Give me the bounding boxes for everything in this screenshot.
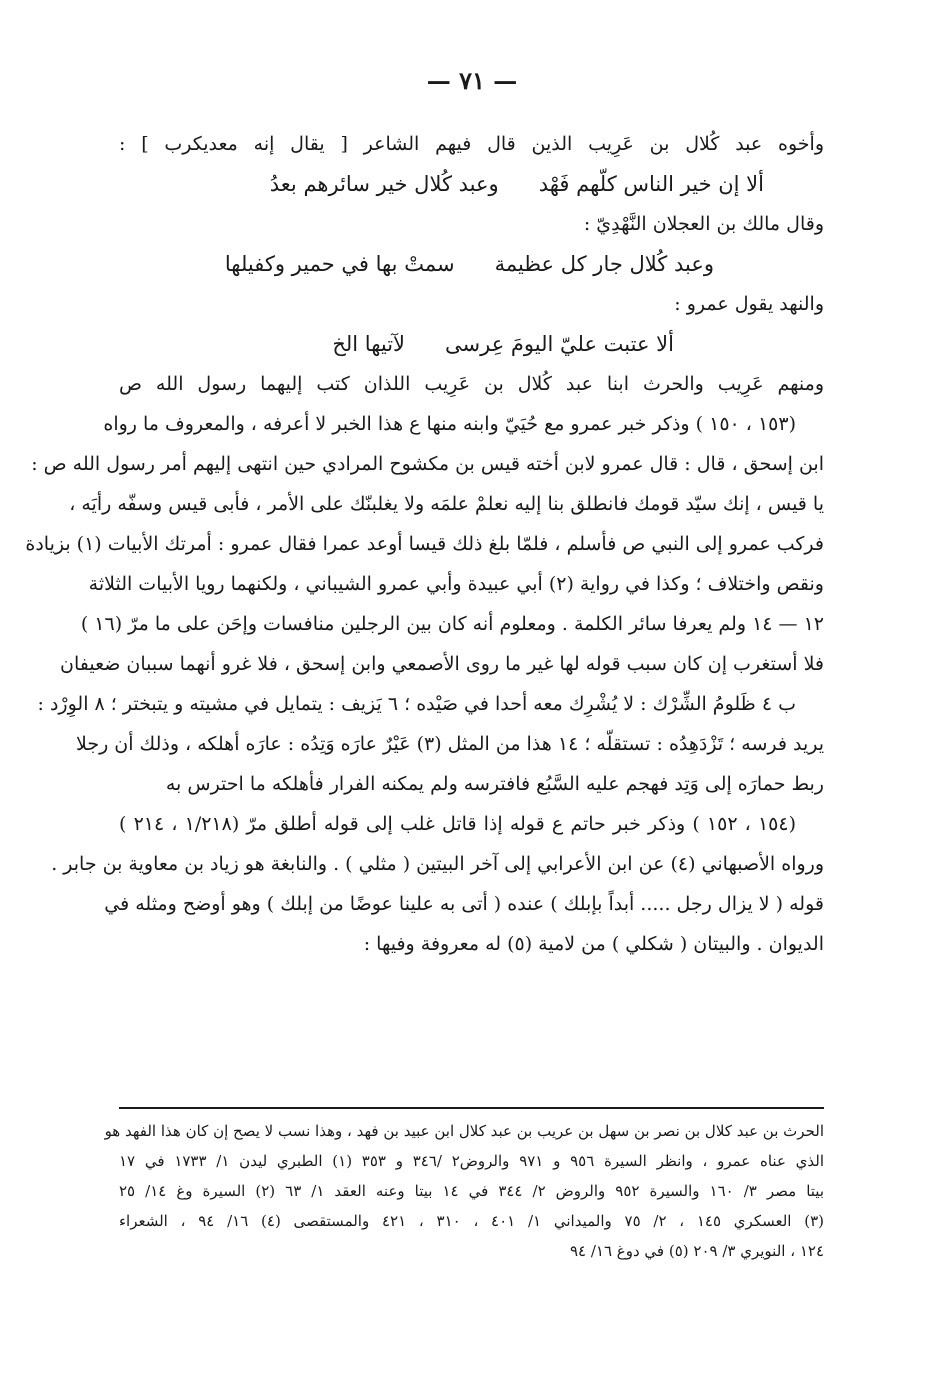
footnote-line: الذي عناه عمرو ، وانظر السيرة ٩٥٦ و ٩٧١ والروض٢ /٣٤٦ و ٣٥٣ (١) الطبري ليدن ١/ ١٧٣٣ في ١٧ [119,1152,825,1170]
text-line: يريد فرسه ؛ تَزْدَهِدُه : تستقلّه ؛ ١٤ هذا من المثل (٣) عَيْرٌ عارَه وَتِدُه : عارَه أهلكه ، وذلك أن رجلا [75,733,824,755]
footnote-line: الحرث بن عبد كلال بن نصر بن سهل بن عريب بن عبد كلال ابن عبيد بن فهد ، وهذا نسب لا يصح إن كان هذا الفهد هو [104,1122,824,1140]
verse-hemistich: ألا إن خير الناس كلّهم فَهْد [538,172,764,196]
main-text [25,124,824,964]
verse-hemistich: وعبد كُلال خير سائرهم بعدُ [269,172,499,196]
text-line: وقال مالك بن العجلان النَّهْدِيّ : [583,213,824,235]
text-line: ابن إسحق ، قال : قال عمرو لابن أخته قيس بن مكشوح المرادي حين انتهى إليهم أمر رسول الله ص : [31,453,824,475]
text-line: يا قيس ، إنك سيّد قومك فانطلق بنا إليه نعلمْ علمَه ولا يغلبنّك على الأمر ، فأبى قيس وسفّه رأيَه ، [69,493,824,515]
verse-hemistich: وعبد كُلال جار كل عظيمة [494,252,714,276]
text-line: ونقص واختلاف ؛ وكذا في رواية (٢) أبي عبيدة وأبي عمرو الشيباني ، ولكنهما رويا الأبيات الثلاثة [88,573,824,595]
poetry-verse [119,244,824,284]
text-line: قوله ( لا يزال رجل ..... أبداً بإبلك ) عنده ( أتى به علينا عوضًا من إبلك ) وهو أوضح ومثله في [104,893,824,915]
text-line: ربط حمارَه إلى وَتِد فهجم عليه السَّبُع فافترسه ولم يمكنه الفرار فأهلكه ما احترس به [165,773,824,795]
footnote-line: ١٢٤ ، النويري ٣/ ٢٠٩ (٥) في دوغ ١٦/ ٩٤ [569,1242,824,1260]
text-line: فلا أستغرب إن كان سبب قوله لها غير ما روى الأصمعي وابن إسحق ، فلا غرو أنهما سببان ضعيفان [60,653,824,675]
footnote-separator [119,1107,824,1109]
verse-hemistich: ألا عتبت عليّ اليومَ عِرسى [445,332,674,356]
footnote-line: بيتا مصر ٣/ ١٦٠ والسيرة ٩٥٢ والروض ٢/ ٣٤٤ في ١٤ بيتا وعنه العقد ١/ ٦٣ (٢) السيرة وغ ١٤/ ٢٥ [119,1182,824,1200]
text-line: فركب عمرو إلى النبي ص فأسلم ، فلمّا بلغ ذلك قيسا أوعد عمرا فقال عمرو : أمرتك الأبيات (١) بزيادة [25,533,824,555]
poetry-verse [119,324,824,364]
text-line: والنهد يقول عمرو : [674,293,824,315]
page-number: — ٧١ — [426,66,518,95]
verse-hemistich: سمتْ بها في حمير وكفيلها [224,252,455,276]
poetry-verse [119,164,824,204]
text-line: وأخوه عبد كُلال بن عَرِيب الذين قال فيهم الشاعر [ يقال إنه معديكرب ] : [119,133,824,155]
text-line: (١٥٣ ، ١٥٠ ) وذكر خبر عمرو مع حُيَيّ وابنه منها ع هذا الخبر لا أعرفه ، والمعروف ما رواه [103,413,796,435]
verse-hemistich: لآتيها الخ [332,332,406,356]
text-line: الديوان . والبيتان ( شكلي ) من لامية (٥) له معروفة وفيها : [363,933,824,955]
text-line: ومنهم عَرِيب والحرث ابنا عبد كُلال بن عَرِيب اللذان كتب إليهما رسول الله ص [119,373,824,395]
text-line: (١٥٤ ، ١٥٢ ) وذكر خبر حاتم ع قوله إذا قاتل غلب إلى قوله أطلق مرّ (١/٢١٨ ، ٢١٤ ) [119,813,796,835]
footnote-line: (٣) العسكري ١٤٥ ، ٢/ ٧٥ والميداني ١/ ٤٠١ ، ٣١٠ ، ٤٢١ والمستقصى (٤) ١٦/ ٩٤ ، الشعراء [119,1212,824,1230]
text-line: ب ٤ ظَلومُ الشِّرْك : لا يُشْرِك معه أحدا في صَيْده ؛ ٦ يَزيف : يتمايل في مشيته و يتبختر ؛ ٨ الوِرْد : [37,693,796,715]
text-line: ورواه الأصبهاني (٤) عن ابن الأعرابي إلى آخر البيتين ( مثلي ) . والنابغة هو زياد بن معاوية بن جابر . [51,853,824,875]
text-line: ١٢ — ١٤ ولم يعرفا سائر الكلمة . ومعلوم أنه كان بين الرجلين منافسات وإحَن على ما مرّ (١٦ ) [80,613,824,635]
footnotes [104,1116,825,1266]
